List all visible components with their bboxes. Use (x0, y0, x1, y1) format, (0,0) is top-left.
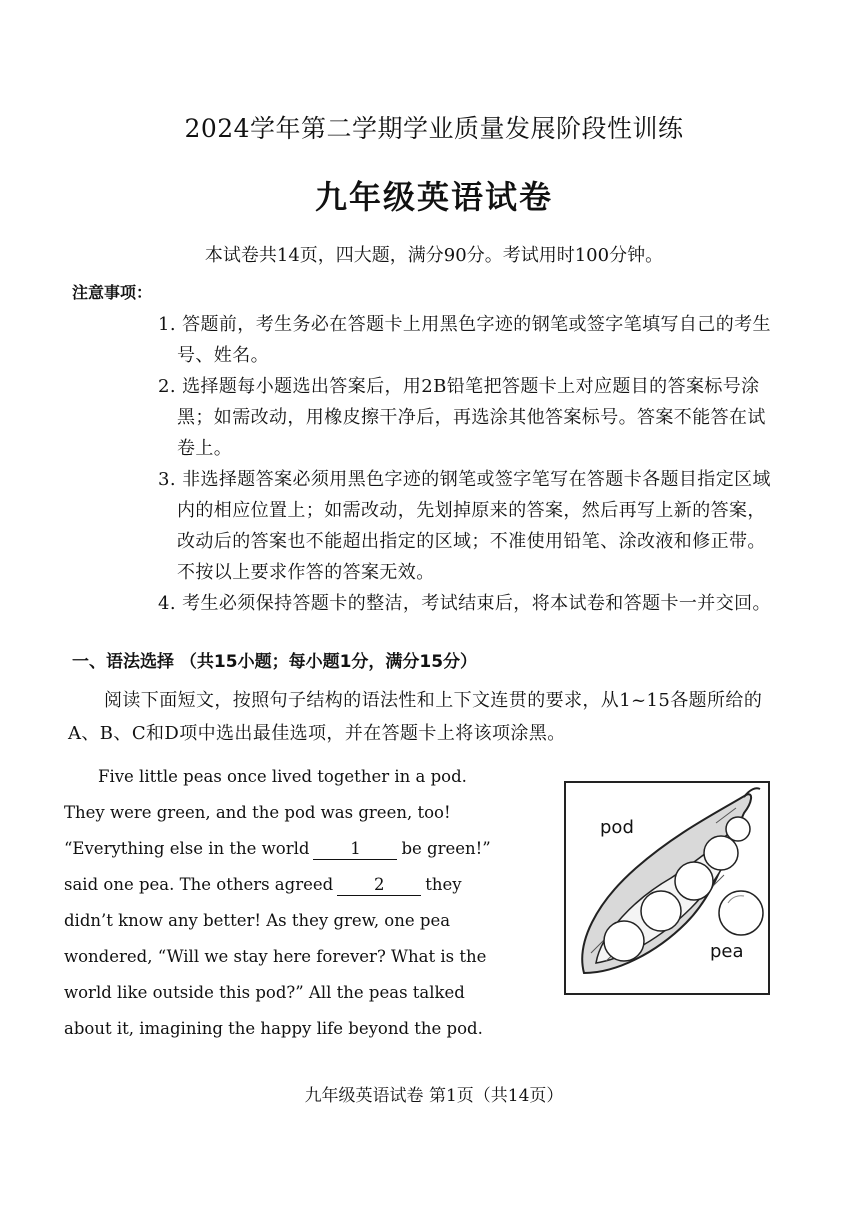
reading-passage (64, 759, 511, 1047)
pea-label: pea (710, 941, 744, 962)
pea-pod-illustration (564, 781, 770, 995)
note-item-3: 3. 非选择题答案必须用黑色字迹的钢笔或签字笔写在答题卡各题目指定区域内的相应位置上；如需改动，先划掉原来的答案，然后再写上新的答案，改动后的答案也不能超出指定的区域；不准使用铅笔、涂改液和修正带。不按以上要求作答的答案无效。 (158, 469, 771, 583)
note-item-4: 4. 考生必须保持答题卡的整洁，考试结束后，将本试卷和答题卡一并交回。 (158, 593, 771, 614)
page-footer: 九年级英语试卷 第1页（共14页） (304, 1086, 564, 1106)
passage-text-1: Five little peas once lived together in a pod. They were green, and the pod was green, too! “Everything else in the world (64, 767, 467, 858)
section-instruction: 阅读下面短文，按照句子结构的语法性和上下文连贯的要求，从1~15各题所给的A、B、C和D项中选出最佳选项，并在答题卡上将该项涂黑。 (68, 690, 763, 744)
blank-1: 1 (313, 839, 397, 860)
notes-list (158, 309, 784, 619)
notes-heading: 注意事项： (72, 283, 153, 302)
section-heading: 一、语法选择 （共15小题；每小题1分，满分15分） (72, 652, 478, 672)
note-item-2: 2. 选择题每小题选出答案后，用2B铅笔把答题卡上对应题目的答案标号涂黑；如需改动，用橡皮擦干净后，再选涂其他答案标号。答案不能答在试卷上。 (158, 376, 766, 459)
note-item-1: 1. 答题前，考生务必在答题卡上用黑色字迹的钢笔或签字笔填写自己的考生号、姓名。 (158, 314, 771, 366)
exam-title: 2024学年第二学期学业质量发展阶段性训练 (184, 114, 684, 143)
blank-2: 2 (337, 875, 421, 896)
pod-label: pod (600, 817, 634, 838)
passage-text-2: be green!” said one pea. The others agreed (64, 839, 491, 894)
exam-info: 本试卷共14页，四大题，满分90分。考试用时100分钟。 (204, 245, 664, 266)
passage-text-3: they didn’t know any better! As they grew, one pea wondered, “Will we stay here forever? What is the world like outside this pod?” All the peas talked about it, imagining the happy life beyond the pod. (64, 875, 487, 1038)
paper-title: 九年级英语试卷 (314, 178, 553, 216)
